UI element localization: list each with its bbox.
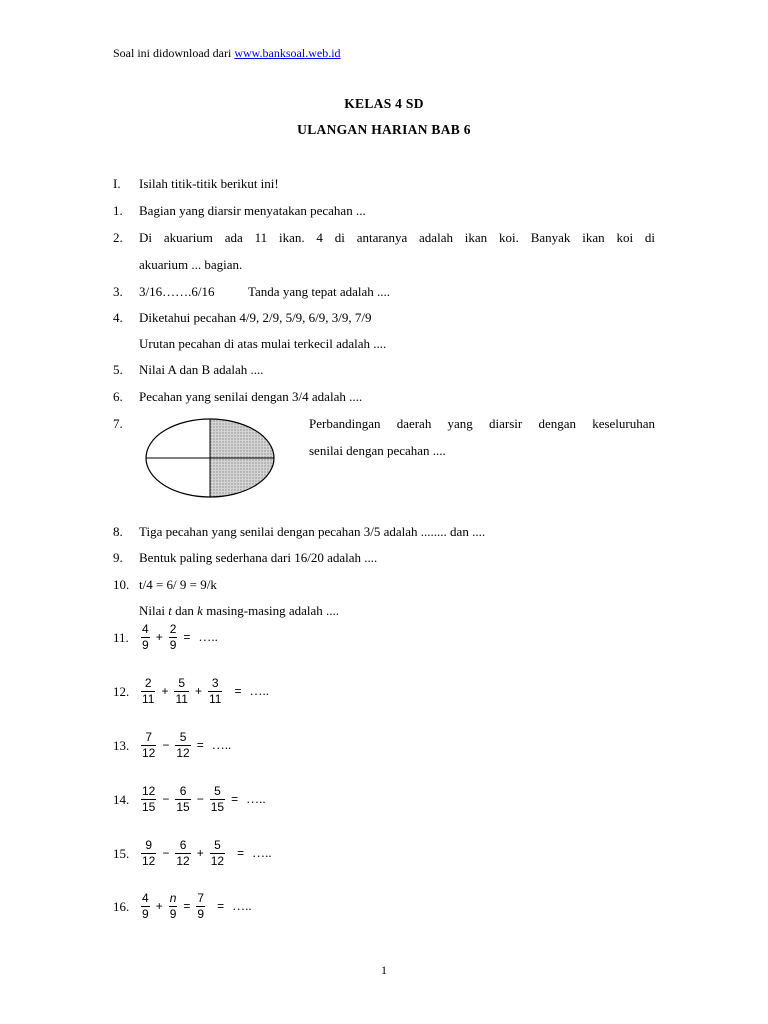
equals-sign: = <box>217 899 225 913</box>
fraction <box>141 839 156 868</box>
fraction <box>196 892 205 921</box>
question-4-line-2: Urutan pecahan di atas mulai terkecil adalah .... <box>139 336 387 351</box>
fraction <box>175 839 190 868</box>
download-note <box>113 46 341 61</box>
question-text: Diketahui pecahan 4/9, 2/9, 5/9, 6/9, 3/9, 7/9 <box>139 310 372 325</box>
operator: + <box>196 846 204 860</box>
page-number: 1 <box>381 963 387 977</box>
numerator: 5 <box>178 675 186 690</box>
question-number: 9. <box>113 550 123 565</box>
question-number: 1. <box>113 203 123 218</box>
denominator: 9 <box>169 906 177 921</box>
question-7-line-1: Perbandingan daerah yang diarsir dengan keseluruhan <box>309 416 655 431</box>
fraction-expression <box>139 886 252 926</box>
question-number: 4. <box>113 310 123 325</box>
section-instruction: Isilah titik-titik berikut ini! <box>139 176 279 191</box>
q10-var-k: k <box>197 603 203 618</box>
fraction <box>208 677 222 706</box>
question-number: 14. <box>113 792 130 807</box>
denominator: 12 <box>176 853 190 868</box>
numerator: 5 <box>179 729 187 744</box>
numerator: 2 <box>169 621 177 636</box>
fraction-expression <box>139 617 218 657</box>
denominator: 15 <box>210 799 225 814</box>
fraction <box>141 623 150 652</box>
operator: − <box>162 738 170 752</box>
question-number: 13. <box>113 738 130 753</box>
denominator: 12 <box>210 853 225 868</box>
numerator: 4 <box>142 890 149 905</box>
equals-sign: = <box>231 792 239 806</box>
question-number: 2. <box>113 230 123 245</box>
question-2-line-2: akuarium ... bagian. <box>139 257 243 272</box>
question-number: 11. <box>113 630 129 645</box>
fraction-expression <box>139 671 269 711</box>
question-number: 16. <box>113 899 130 914</box>
question-text: t/4 = 6/ 9 = 9/k <box>139 577 217 592</box>
question-number: 7. <box>113 416 123 431</box>
numerator: 7 <box>145 729 153 744</box>
question-text: Pecahan yang senilai dengan 3/4 adalah .... <box>139 389 363 404</box>
question-number: 5. <box>113 362 123 377</box>
fraction-expression <box>139 779 266 819</box>
numerator: 3 <box>211 675 219 690</box>
operator: − <box>162 846 170 860</box>
equals-sign: = <box>237 846 245 860</box>
denominator: 11 <box>142 691 155 706</box>
equals-sign: = <box>196 738 204 752</box>
fraction <box>175 785 190 814</box>
fraction-expression <box>139 833 272 873</box>
answer-blank: ….. <box>198 629 218 644</box>
numerator: 4 <box>142 621 149 636</box>
question-number: 3. <box>113 284 123 299</box>
answer-blank: ….. <box>232 898 252 913</box>
operator: + <box>155 899 163 913</box>
fraction <box>210 839 225 868</box>
denominator: 15 <box>142 799 156 814</box>
fraction <box>141 731 156 760</box>
operator: − <box>162 792 170 806</box>
equals-sign: = <box>234 684 242 698</box>
question-2-line-1: Di akuarium ada 11 ikan. 4 di antaranya adalah ikan koi. Banyak ikan koi di <box>139 230 655 245</box>
answer-blank: ….. <box>246 791 266 806</box>
denominator: 9 <box>142 637 149 652</box>
answer-blank: ….. <box>211 737 232 752</box>
fraction <box>141 785 156 814</box>
answer-blank: ….. <box>252 845 272 860</box>
denominator: 15 <box>176 799 190 814</box>
numerator: 6 <box>179 837 187 852</box>
test-title: ULANGAN HARIAN BAB 6 <box>297 122 471 137</box>
shaded-ellipse-figure <box>144 417 276 499</box>
fraction <box>175 731 190 760</box>
fraction <box>141 677 155 706</box>
question-text-2: Tanda yang tepat adalah .... <box>248 284 391 299</box>
fraction <box>169 892 178 921</box>
question-text: 3/16…….6/16 <box>139 284 215 299</box>
operator: − <box>196 792 204 806</box>
question-text: Bentuk paling sederhana dari 16/20 adalah .... <box>139 550 378 565</box>
numerator: n <box>169 890 177 905</box>
fraction <box>174 677 188 706</box>
source-link[interactable]: www.banksoal.web.id <box>234 46 341 60</box>
operator: + <box>194 684 202 698</box>
numerator: 9 <box>145 837 153 852</box>
denominator: 9 <box>142 906 149 921</box>
section-number: I. <box>113 176 121 191</box>
fraction <box>169 623 178 652</box>
fraction-expression <box>139 725 231 765</box>
question-number: 6. <box>113 389 123 404</box>
equals-sign: = <box>183 630 191 644</box>
operator: + <box>155 630 163 644</box>
numerator: 5 <box>214 837 221 852</box>
numerator: 7 <box>197 890 205 905</box>
q10-text-a: Nilai <box>139 603 169 618</box>
denominator: 11 <box>175 691 188 706</box>
question-text: Tiga pecahan yang senilai dengan pecahan 3/5 adalah ........ dan .... <box>139 524 486 539</box>
operator: + <box>161 684 169 698</box>
q10-text-c: masing-masing adalah .... <box>202 603 340 618</box>
denominator: 9 <box>169 637 177 652</box>
denominator: 12 <box>142 853 156 868</box>
q10-var-t: t <box>168 603 172 618</box>
question-7-line-2: senilai dengan pecahan .... <box>309 443 446 458</box>
denominator: 11 <box>208 691 222 706</box>
question-number: 15. <box>113 846 130 861</box>
fraction <box>210 785 225 814</box>
question-number: 10. <box>113 577 130 592</box>
answer-blank: ….. <box>249 683 269 698</box>
denominator: 12 <box>176 745 190 760</box>
question-text: Bagian yang diarsir menyatakan pecahan ... <box>139 203 366 218</box>
numerator: 6 <box>179 783 187 798</box>
q10-text-b: dan <box>171 603 198 618</box>
numerator: 12 <box>142 783 156 798</box>
denominator: 12 <box>142 745 156 760</box>
denominator: 9 <box>197 906 205 921</box>
numerator: 2 <box>144 675 152 690</box>
question-number: 8. <box>113 524 123 539</box>
fraction <box>141 892 150 921</box>
question-text: Nilai A dan B adalah .... <box>139 362 264 377</box>
numerator: 5 <box>214 783 221 798</box>
class-title: KELAS 4 SD <box>344 96 424 111</box>
download-note-prefix: Soal ini didownload dari <box>113 46 235 60</box>
equals-sign: = <box>183 899 191 913</box>
question-number: 12. <box>113 684 130 699</box>
